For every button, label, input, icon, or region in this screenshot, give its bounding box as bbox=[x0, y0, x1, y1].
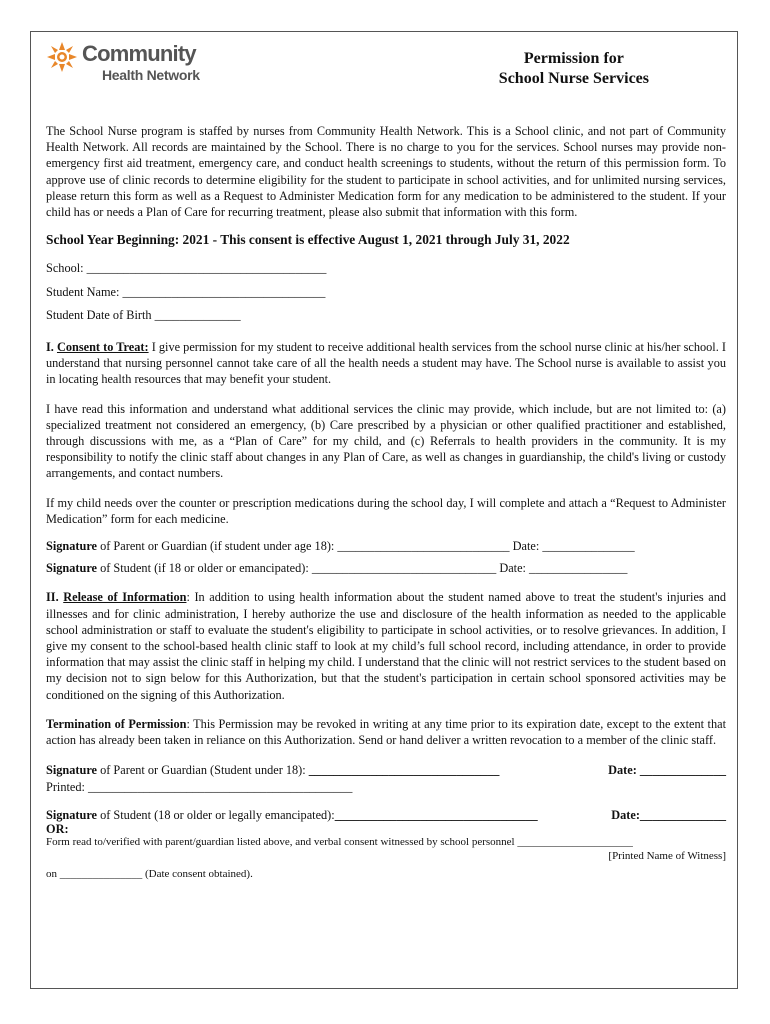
student-signature-text: of Student (if 18 or older or emancipated): ______________________________ Date: ________________ bbox=[97, 561, 628, 576]
termination-heading: Termination of Permission bbox=[46, 716, 187, 731]
medication-paragraph: If my child needs over the counter or prescription medications during the school day, I will complete and attach a “Request to Administer Medication” form for each medicine. bbox=[46, 495, 726, 526]
student-date-field[interactable]: Date:______________ bbox=[611, 807, 726, 822]
community-health-network-logo bbox=[45, 40, 215, 86]
parent-signature-text: of Parent or Guardian (if student under age 18): ____________________________ Date: _______________ bbox=[97, 539, 635, 554]
student-signature-label-2: Signature bbox=[46, 807, 98, 822]
parent-date-field[interactable]: Date: ______________ bbox=[608, 763, 726, 778]
intro-paragraph: The School Nurse program is staffed by nurses from Community Health Network. This is a School clinic, and not part of Community Health Network. All records are maintained by the School. There is no charge to you for the services. School nurses may provide non-emergency first aid treatment, emergency care, and conduct health screenings to students, without the return of this permission form. To approve use of clinic records to determine eligibility for the student to participate in school activities, and for unlimited nursing services, please return this form as well as a Request to Administer Medication form for any medication to be administered to the student. If your child has or needs a Plan of Care for recurring treatment, please also submit that information with this form. bbox=[46, 124, 726, 220]
student-name-field[interactable]: Student Name: _________________________________ bbox=[46, 284, 326, 299]
printed-name-field[interactable]: Printed: ___________________________________________ bbox=[46, 779, 353, 794]
form-title bbox=[499, 49, 649, 89]
title-line-1: Permission for bbox=[523, 50, 624, 67]
logo-word-community: Community bbox=[82, 41, 196, 66]
section-2-text: : In addition to using health information about the student named above to treat the student's injuries and illnesses and for clinic administration, I hereby authorize the use and disclosure of the health information as needed to the applicable school administration or staff to evaluate the student's eligibility to participate in school activities, or to resolve grievances. In addition, I give my consent to the school-based health clinic staff to look at my child’s full school record, including attendance, in order to provide information that may assist the clinic staff in helping my child. I understand that the clinic will not restrict services to the student based on my decision not to sign below for this Authorization, but that the student's participation in certain school sponsored activities may be conditioned on the signing of this Authorization. bbox=[46, 590, 727, 702]
consent-date-line[interactable]: on _______________ (Date consent obtained). bbox=[46, 867, 253, 880]
logo-word-health-network: Health Network bbox=[102, 67, 200, 83]
form-page bbox=[30, 31, 738, 989]
form-content bbox=[46, 123, 726, 881]
section-1-number: I. bbox=[46, 340, 54, 355]
termination-paragraph bbox=[46, 716, 726, 748]
parent-signature-label: Signature bbox=[46, 539, 98, 554]
parent-signature-label-2: Signature bbox=[46, 763, 98, 778]
services-paragraph: I have read this information and understand what additional services the clinic may provide, which include, but are not limited to: (a) specialized treatment not considered an emergency, (b) Care prescribed by a physician or other qualified practitioner and established, through discussions with me, as a “Plan of Care” for my child, and (c) Referrals to health providers in the community. It is my responsibility to notify the clinic staff about changes in any Plan of Care, as well as changes in guardianship, the child's living or custody arrangements, and contact numbers. bbox=[46, 401, 726, 481]
section-2-number: II. bbox=[46, 590, 59, 605]
sunburst-logo-icon bbox=[45, 40, 79, 74]
section-1-heading: Consent to Treat: bbox=[56, 340, 149, 355]
student-dob-field[interactable]: Student Date of Birth ______________ bbox=[46, 307, 241, 322]
termination-text: : This Permission may be revoked in writing at any time prior to its expiration date, except to the extent that action has already been taken in reliance on this Authorization. Send or hand deliver a written revocation to a member of the clinic staff. bbox=[46, 716, 726, 748]
witness-label: [Printed Name of Witness] bbox=[608, 849, 726, 862]
section-2-heading: Release of Information bbox=[63, 590, 187, 605]
student-signature-line-1[interactable] bbox=[46, 560, 726, 576]
student-signature-blank: _________________________________ bbox=[334, 807, 538, 822]
school-year-heading: School Year Beginning: 2021 - This consent is effective August 1, 2021 through July 31, 2022 bbox=[46, 232, 570, 248]
parent-signature-line-2[interactable] bbox=[46, 762, 726, 778]
or-text: OR: bbox=[46, 821, 69, 836]
parent-signature-line-1[interactable] bbox=[46, 538, 726, 554]
school-field[interactable]: School: _______________________________________ bbox=[46, 261, 327, 276]
student-signature-line-2[interactable] bbox=[46, 807, 726, 823]
section-1-consent bbox=[46, 339, 726, 388]
witness-line[interactable]: Form read to/verified with parent/guardian listed above, and verbal consent witnessed by school personnel _____________________ bbox=[46, 835, 633, 848]
student-signature-left bbox=[46, 807, 538, 823]
title-line-2: School Nurse Services bbox=[498, 70, 649, 87]
section-2-release bbox=[46, 589, 726, 702]
student-signature-label: Signature bbox=[46, 561, 98, 576]
parent-signature-text-2: of Parent or Guardian (Student under 18): bbox=[97, 763, 309, 778]
parent-signature-left bbox=[46, 762, 499, 778]
section-1-text: I give permission for my student to receive additional health services from the school nurse clinic at his/her school. I understand that nursing personnel cannot take care of all the health needs a student may have. The School nurse is available to assist you in locating health resources that may benefit your student. bbox=[46, 340, 726, 387]
student-signature-text-2: of Student (18 or older or legally emancipated): bbox=[97, 807, 335, 822]
or-label bbox=[46, 823, 726, 835]
parent-signature-blank: _______________________________ bbox=[308, 763, 500, 778]
